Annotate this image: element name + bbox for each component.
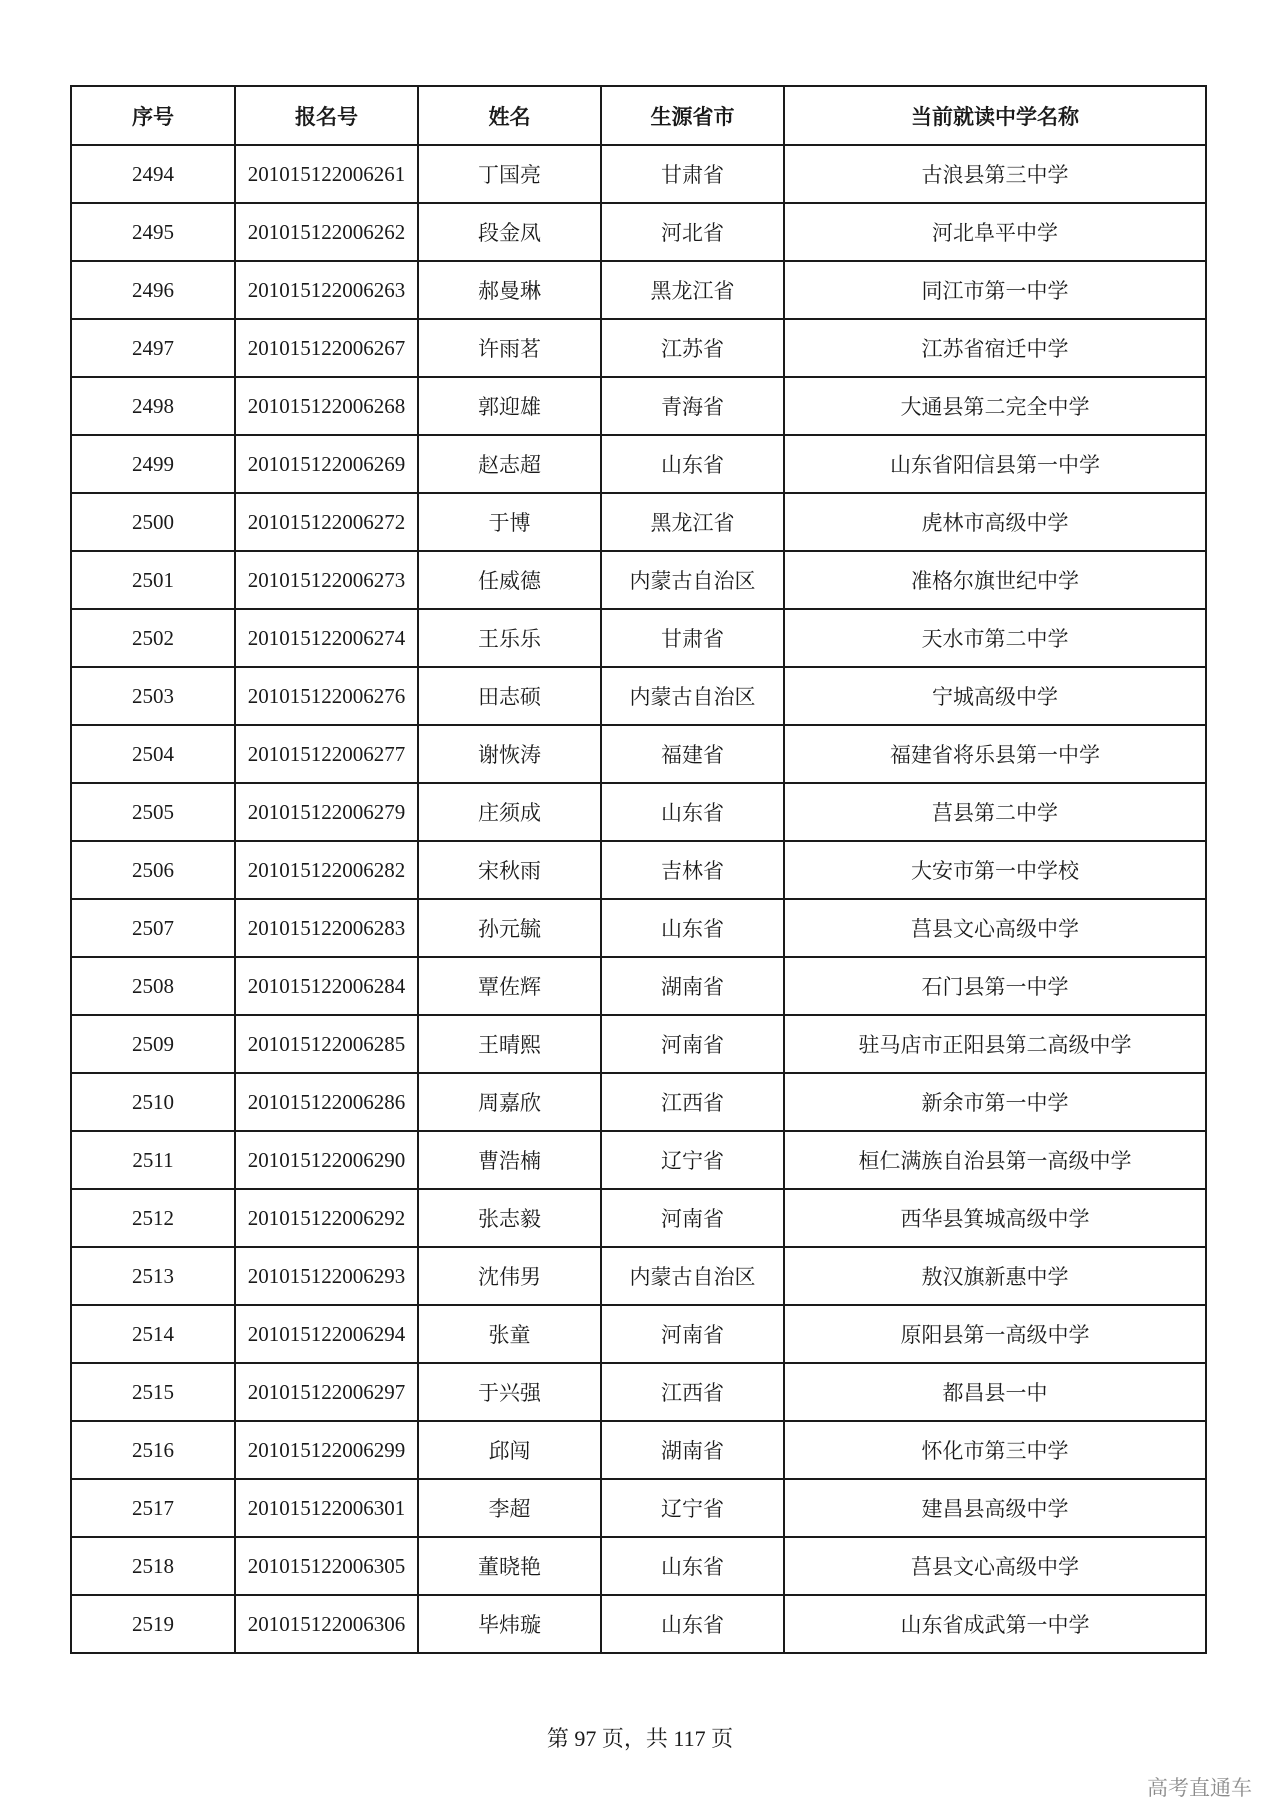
table-row — [71, 1189, 1206, 1247]
cell-name: 董晓艳 — [418, 1537, 601, 1595]
cell-seq: 2506 — [71, 841, 235, 899]
cell-seq: 2510 — [71, 1073, 235, 1131]
cell-province: 河南省 — [601, 1189, 784, 1247]
table-row — [71, 667, 1206, 725]
table-row — [71, 1247, 1206, 1305]
cell-seq: 2504 — [71, 725, 235, 783]
cell-province: 山东省 — [601, 1595, 784, 1653]
cell-seq: 2500 — [71, 493, 235, 551]
cell-reg-no: 201015122006292 — [235, 1189, 418, 1247]
cell-reg-no: 201015122006290 — [235, 1131, 418, 1189]
cell-seq: 2502 — [71, 609, 235, 667]
table-row — [71, 1015, 1206, 1073]
cell-province: 江西省 — [601, 1073, 784, 1131]
table-header — [71, 86, 1206, 145]
cell-school: 西华县箕城高级中学 — [784, 1189, 1206, 1247]
cell-seq: 2509 — [71, 1015, 235, 1073]
header-reg-no: 报名号 — [235, 86, 418, 145]
table-row — [71, 551, 1206, 609]
cell-province: 山东省 — [601, 435, 784, 493]
table-row — [71, 609, 1206, 667]
header-province: 生源省市 — [601, 86, 784, 145]
cell-province: 黑龙江省 — [601, 493, 784, 551]
cell-name: 宋秋雨 — [418, 841, 601, 899]
cell-seq: 2503 — [71, 667, 235, 725]
table-row — [71, 1305, 1206, 1363]
table-row — [71, 377, 1206, 435]
cell-name: 段金凤 — [418, 203, 601, 261]
cell-school: 都昌县一中 — [784, 1363, 1206, 1421]
table-row — [71, 899, 1206, 957]
table-row — [71, 1595, 1206, 1653]
cell-reg-no: 201015122006269 — [235, 435, 418, 493]
table-row — [71, 435, 1206, 493]
cell-province: 江苏省 — [601, 319, 784, 377]
cell-reg-no: 201015122006301 — [235, 1479, 418, 1537]
watermark: 高考直通车 — [1147, 1776, 1252, 1800]
cell-reg-no: 201015122006285 — [235, 1015, 418, 1073]
cell-school: 天水市第二中学 — [784, 609, 1206, 667]
cell-seq: 2515 — [71, 1363, 235, 1421]
cell-school: 同江市第一中学 — [784, 261, 1206, 319]
cell-school: 大通县第二完全中学 — [784, 377, 1206, 435]
cell-name: 丁国亮 — [418, 145, 601, 203]
table-row — [71, 1363, 1206, 1421]
cell-province: 湖南省 — [601, 1421, 784, 1479]
cell-province: 山东省 — [601, 899, 784, 957]
cell-province: 河北省 — [601, 203, 784, 261]
cell-reg-no: 201015122006305 — [235, 1537, 418, 1595]
cell-reg-no: 201015122006286 — [235, 1073, 418, 1131]
cell-school: 怀化市第三中学 — [784, 1421, 1206, 1479]
cell-name: 谢恢涛 — [418, 725, 601, 783]
cell-school: 福建省将乐县第一中学 — [784, 725, 1206, 783]
cell-province: 内蒙古自治区 — [601, 1247, 784, 1305]
cell-name: 郝曼琳 — [418, 261, 601, 319]
cell-reg-no: 201015122006273 — [235, 551, 418, 609]
cell-school: 江苏省宿迁中学 — [784, 319, 1206, 377]
cell-school: 古浪县第三中学 — [784, 145, 1206, 203]
cell-reg-no: 201015122006276 — [235, 667, 418, 725]
cell-school: 山东省阳信县第一中学 — [784, 435, 1206, 493]
cell-reg-no: 201015122006294 — [235, 1305, 418, 1363]
header-row — [71, 86, 1206, 145]
cell-name: 任威德 — [418, 551, 601, 609]
cell-province: 内蒙古自治区 — [601, 667, 784, 725]
cell-school: 莒县文心高级中学 — [784, 899, 1206, 957]
cell-school: 石门县第一中学 — [784, 957, 1206, 1015]
cell-school: 准格尔旗世纪中学 — [784, 551, 1206, 609]
cell-name: 李超 — [418, 1479, 601, 1537]
cell-school: 驻马店市正阳县第二高级中学 — [784, 1015, 1206, 1073]
cell-name: 于博 — [418, 493, 601, 551]
cell-province: 黑龙江省 — [601, 261, 784, 319]
cell-name: 沈伟男 — [418, 1247, 601, 1305]
header-name: 姓名 — [418, 86, 601, 145]
cell-province: 江西省 — [601, 1363, 784, 1421]
cell-province: 内蒙古自治区 — [601, 551, 784, 609]
cell-reg-no: 201015122006293 — [235, 1247, 418, 1305]
table-row — [71, 493, 1206, 551]
cell-school: 建昌县高级中学 — [784, 1479, 1206, 1537]
cell-seq: 2512 — [71, 1189, 235, 1247]
cell-seq: 2507 — [71, 899, 235, 957]
cell-school: 虎林市高级中学 — [784, 493, 1206, 551]
cell-reg-no: 201015122006268 — [235, 377, 418, 435]
cell-reg-no: 201015122006277 — [235, 725, 418, 783]
cell-reg-no: 201015122006272 — [235, 493, 418, 551]
header-school: 当前就读中学名称 — [784, 86, 1206, 145]
cell-province: 甘肃省 — [601, 609, 784, 667]
table-row — [71, 957, 1206, 1015]
table-row — [71, 145, 1206, 203]
cell-province: 山东省 — [601, 783, 784, 841]
table-row — [71, 783, 1206, 841]
cell-reg-no: 201015122006262 — [235, 203, 418, 261]
cell-seq: 2499 — [71, 435, 235, 493]
table-row — [71, 1537, 1206, 1595]
table-row — [71, 1131, 1206, 1189]
cell-province: 福建省 — [601, 725, 784, 783]
student-table-container — [70, 85, 1205, 1654]
cell-province: 山东省 — [601, 1537, 784, 1595]
cell-province: 青海省 — [601, 377, 784, 435]
cell-seq: 2505 — [71, 783, 235, 841]
cell-school: 莒县第二中学 — [784, 783, 1206, 841]
cell-seq: 2497 — [71, 319, 235, 377]
header-seq: 序号 — [71, 86, 235, 145]
cell-name: 曹浩楠 — [418, 1131, 601, 1189]
cell-school: 原阳县第一高级中学 — [784, 1305, 1206, 1363]
cell-province: 甘肃省 — [601, 145, 784, 203]
cell-province: 辽宁省 — [601, 1479, 784, 1537]
cell-seq: 2519 — [71, 1595, 235, 1653]
page-footer: 第 97 页，共 117 页 — [546, 1726, 734, 1751]
cell-seq: 2496 — [71, 261, 235, 319]
cell-school: 新余市第一中学 — [784, 1073, 1206, 1131]
cell-reg-no: 201015122006306 — [235, 1595, 418, 1653]
cell-seq: 2518 — [71, 1537, 235, 1595]
cell-name: 孙元毓 — [418, 899, 601, 957]
table-row — [71, 1479, 1206, 1537]
cell-seq: 2514 — [71, 1305, 235, 1363]
cell-school: 山东省成武第一中学 — [784, 1595, 1206, 1653]
cell-seq: 2511 — [71, 1131, 235, 1189]
table-row — [71, 1421, 1206, 1479]
cell-name: 王乐乐 — [418, 609, 601, 667]
cell-name: 张童 — [418, 1305, 601, 1363]
cell-seq: 2498 — [71, 377, 235, 435]
cell-reg-no: 201015122006267 — [235, 319, 418, 377]
cell-name: 郭迎雄 — [418, 377, 601, 435]
table-row — [71, 261, 1206, 319]
cell-school: 大安市第一中学校 — [784, 841, 1206, 899]
cell-province: 河南省 — [601, 1015, 784, 1073]
student-table — [70, 85, 1207, 1654]
cell-seq: 2508 — [71, 957, 235, 1015]
cell-school: 河北阜平中学 — [784, 203, 1206, 261]
cell-seq: 2501 — [71, 551, 235, 609]
cell-reg-no: 201015122006284 — [235, 957, 418, 1015]
cell-name: 于兴强 — [418, 1363, 601, 1421]
cell-province: 河南省 — [601, 1305, 784, 1363]
cell-seq: 2513 — [71, 1247, 235, 1305]
cell-reg-no: 201015122006263 — [235, 261, 418, 319]
cell-name: 毕炜璇 — [418, 1595, 601, 1653]
cell-name: 周嘉欣 — [418, 1073, 601, 1131]
cell-name: 覃佐辉 — [418, 957, 601, 1015]
table-row — [71, 1073, 1206, 1131]
cell-school: 敖汉旗新惠中学 — [784, 1247, 1206, 1305]
cell-seq: 2517 — [71, 1479, 235, 1537]
cell-province: 湖南省 — [601, 957, 784, 1015]
cell-reg-no: 201015122006297 — [235, 1363, 418, 1421]
cell-name: 邱闯 — [418, 1421, 601, 1479]
cell-reg-no: 201015122006279 — [235, 783, 418, 841]
cell-name: 田志硕 — [418, 667, 601, 725]
cell-province: 辽宁省 — [601, 1131, 784, 1189]
cell-province: 吉林省 — [601, 841, 784, 899]
cell-school: 宁城高级中学 — [784, 667, 1206, 725]
table-row — [71, 725, 1206, 783]
cell-school: 莒县文心高级中学 — [784, 1537, 1206, 1595]
cell-name: 张志毅 — [418, 1189, 601, 1247]
cell-name: 庄须成 — [418, 783, 601, 841]
cell-school: 桓仁满族自治县第一高级中学 — [784, 1131, 1206, 1189]
cell-reg-no: 201015122006274 — [235, 609, 418, 667]
cell-reg-no: 201015122006283 — [235, 899, 418, 957]
cell-reg-no: 201015122006261 — [235, 145, 418, 203]
cell-reg-no: 201015122006282 — [235, 841, 418, 899]
table-body — [71, 145, 1206, 1653]
table-row — [71, 203, 1206, 261]
table-row — [71, 319, 1206, 377]
cell-seq: 2494 — [71, 145, 235, 203]
cell-name: 许雨茗 — [418, 319, 601, 377]
cell-name: 王晴熙 — [418, 1015, 601, 1073]
table-row — [71, 841, 1206, 899]
cell-name: 赵志超 — [418, 435, 601, 493]
cell-seq: 2495 — [71, 203, 235, 261]
cell-seq: 2516 — [71, 1421, 235, 1479]
cell-reg-no: 201015122006299 — [235, 1421, 418, 1479]
